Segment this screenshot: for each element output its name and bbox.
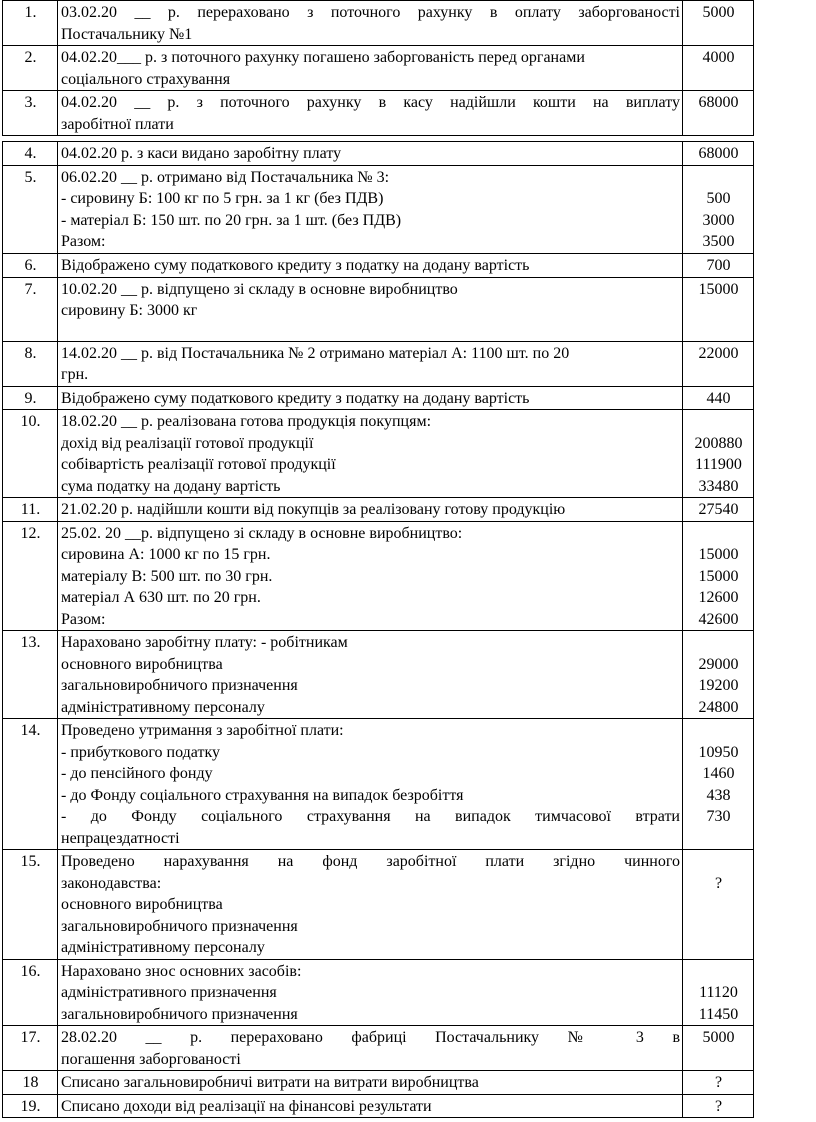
table-row <box>3 142 754 166</box>
operation-description: Проведено утримання з заробітної плати: - прибуткового податку - до пенсійного фонду - до Фонду соціального страхування на випадок безробіття - до Фонду соціального страхування на випадок тимчасової втрати непрацездатності <box>58 719 683 850</box>
table-row <box>3 1026 754 1071</box>
operation-description: Списано загальновиробничі витрати на витрати виробництва <box>58 1071 683 1095</box>
operation-description: Відображено суму податкового кредиту з податку на додану вартість <box>58 386 683 410</box>
table-row <box>3 410 754 498</box>
row-number: 5. <box>3 165 58 253</box>
row-number: 7. <box>3 277 58 341</box>
row-number: 3. <box>3 91 58 136</box>
table-row <box>3 959 754 1026</box>
operation-amount: 68000 <box>683 142 754 166</box>
operation-amount: 500 3000 3500 <box>683 165 754 253</box>
table-row <box>3 1 754 46</box>
operations-table-bottom <box>2 141 754 1118</box>
row-number: 6. <box>3 253 58 277</box>
operation-description: Списано доходи від реалізації на фінансові результати <box>58 1094 683 1118</box>
operation-description: Відображено суму податкового кредиту з податку на додану вартість <box>58 253 683 277</box>
operation-description: 03.02.20 __ р. перераховано з поточного рахунку в оплату заборгованості Постачальнику №1 <box>58 1 683 46</box>
operation-amount: 29000 19200 24800 <box>683 631 754 719</box>
operation-description: 10.02.20 __ р. відпущено зі складу в основне виробництво сировину Б: 3000 кг <box>58 277 683 341</box>
operation-amount: 200880 111900 33480 <box>683 410 754 498</box>
operation-amount: 700 <box>683 253 754 277</box>
table-row <box>3 386 754 410</box>
operation-description: 21.02.20 р. надійшли кошти від покупців за реалізовану готову продукцію <box>58 498 683 522</box>
operation-amount: 10950 1460 438 730 <box>683 719 754 850</box>
operation-amount: 15000 15000 12600 42600 <box>683 521 754 631</box>
operation-amount: 440 <box>683 386 754 410</box>
operation-amount: 5000 <box>683 1 754 46</box>
table-row <box>3 341 754 386</box>
operation-amount: 5000 <box>683 1026 754 1071</box>
table-row <box>3 91 754 136</box>
operations-table-top <box>2 0 754 136</box>
operation-description: 14.02.20 __ р. від Постачальника № 2 отримано матеріал А: 1100 шт. по 20 грн. <box>58 341 683 386</box>
table-row <box>3 277 754 341</box>
operation-description: 06.02.20 __ р. отримано від Постачальника № 3: - сировину Б: 100 кг по 5 грн. за 1 кг (без ПДВ) - матеріал Б: 150 шт. по 20 грн. за 1 шт. (без ПДВ) Разом: <box>58 165 683 253</box>
operation-description: Нараховано знос основних засобів: адміністративного призначення загальновиробничого призначення <box>58 959 683 1026</box>
table-row <box>3 46 754 91</box>
row-number: 19. <box>3 1094 58 1118</box>
operation-amount: 4000 <box>683 46 754 91</box>
row-number: 16. <box>3 959 58 1026</box>
row-number: 15. <box>3 850 58 960</box>
row-number: 12. <box>3 521 58 631</box>
operation-amount: 68000 <box>683 91 754 136</box>
row-number: 14. <box>3 719 58 850</box>
table-row <box>3 165 754 253</box>
operation-description: 04.02.20 __ р. з поточного рахунку в касу надійшли кошти на виплату заробітної плати <box>58 91 683 136</box>
table-row <box>3 631 754 719</box>
operation-amount: 27540 <box>683 498 754 522</box>
operation-amount: 11120 11450 <box>683 959 754 1026</box>
table-row <box>3 1071 754 1095</box>
row-number: 10. <box>3 410 58 498</box>
row-number: 17. <box>3 1026 58 1071</box>
operation-description: 04.02.20 р. з каси видано заробітну плату <box>58 142 683 166</box>
row-number: 9. <box>3 386 58 410</box>
row-number: 8. <box>3 341 58 386</box>
operation-amount: 22000 <box>683 341 754 386</box>
table-row <box>3 719 754 850</box>
operation-description: 28.02.20 __ р. перераховано фабриці Постачальнику № 3 в погашення заборгованості <box>58 1026 683 1071</box>
operation-amount: ? <box>683 1071 754 1095</box>
row-number: 4. <box>3 142 58 166</box>
table-row <box>3 521 754 631</box>
operation-description: 18.02.20 __ р. реалізована готова продукція покупцям: дохід від реалізації готової продукції собівартість реалізації готової продукції сума податку на додану вартість <box>58 410 683 498</box>
operation-amount: ? <box>683 1094 754 1118</box>
operation-description: 04.02.20___ р. з поточного рахунку погашено заборгованість перед органами соціального страхування <box>58 46 683 91</box>
table-row <box>3 498 754 522</box>
row-number: 13. <box>3 631 58 719</box>
operation-amount: ? <box>683 850 754 960</box>
row-number: 1. <box>3 1 58 46</box>
table-row <box>3 253 754 277</box>
operation-amount: 15000 <box>683 277 754 341</box>
table-row <box>3 1094 754 1118</box>
row-number: 18 <box>3 1071 58 1095</box>
operation-description: 25.02. 20 __р. відпущено зі складу в основне виробництво: сировина А: 1000 кг по 15 грн. матеріалу В: 500 шт. по 30 грн. матеріал А 630 шт. по 20 грн. Разом: <box>58 521 683 631</box>
row-number: 11. <box>3 498 58 522</box>
table-row <box>3 850 754 960</box>
operation-description: Нараховано заробітну плату: - робітникам основного виробництва загальновиробничого призначення адміністративному персоналу <box>58 631 683 719</box>
operation-description: Проведено нарахування на фонд заробітної плати згідно чинного законодавства: основного виробництва загальновиробничого призначення адміністративному персоналу <box>58 850 683 960</box>
row-number: 2. <box>3 46 58 91</box>
